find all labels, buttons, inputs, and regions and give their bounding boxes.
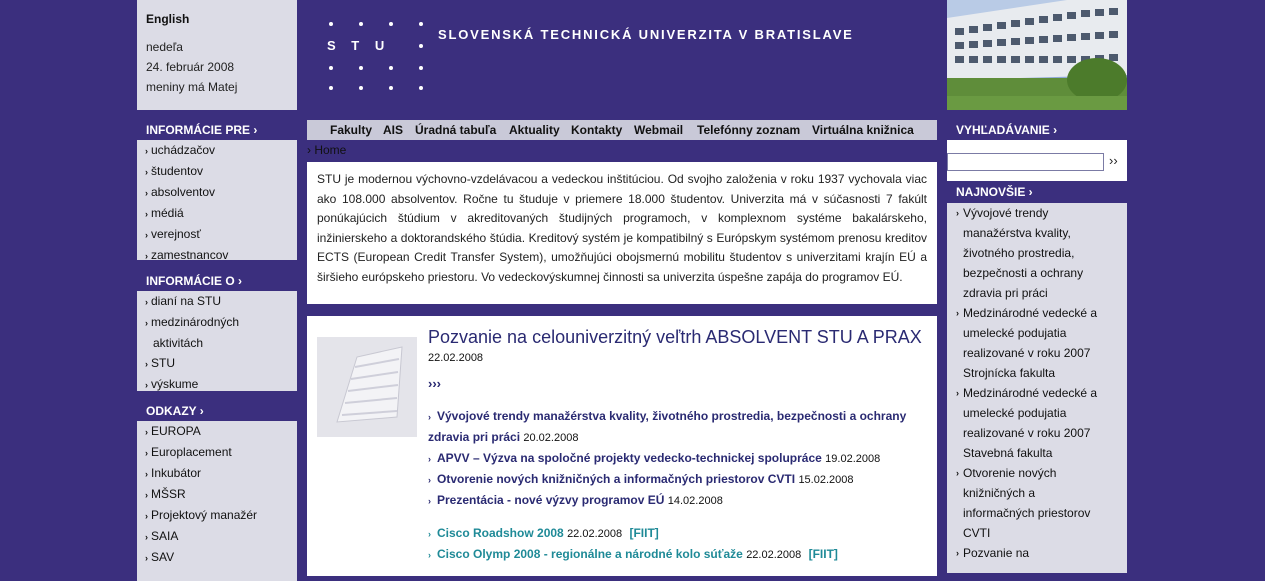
header-banner xyxy=(307,0,937,110)
chevron-right-icon: › xyxy=(428,496,431,506)
chevron-right-icon: › xyxy=(428,454,431,464)
fiit-news-item[interactable]: › Cisco Olymp 2008 - regionálne a národné kolo súťaže 22.02.2008 [FIIT] xyxy=(428,547,838,561)
list-item[interactable]: › SAV xyxy=(145,550,175,564)
latest-item[interactable]: › Pozvanie na xyxy=(947,543,1127,563)
fiit-tag[interactable]: [FIIT] xyxy=(629,526,659,540)
nameday: meniny má Matej xyxy=(146,80,238,94)
chevron-right-icon: › xyxy=(145,553,148,563)
latest-item[interactable]: › Medzinárodné vedecké a umelecké podujatia realizované v roku 2007 Stavebná fakulta xyxy=(947,383,1127,463)
chevron-right-icon: › xyxy=(956,548,959,558)
chevron-right-icon: › xyxy=(956,388,959,398)
info-for-list xyxy=(137,140,297,260)
latest-header: NAJNOVŠIE › xyxy=(947,181,1127,203)
latest-list xyxy=(947,203,1127,573)
list-item[interactable]: › medzinárodných xyxy=(145,315,240,329)
list-item[interactable]: › zamestnancov xyxy=(145,248,229,262)
day-name: nedeľa xyxy=(146,40,183,54)
chevron-right-icon: › xyxy=(145,427,148,437)
breadcrumb[interactable]: › Home xyxy=(307,143,347,157)
chevron-right-icon: › xyxy=(428,550,431,560)
current-date: 24. február 2008 xyxy=(146,60,235,74)
nav-kontakty[interactable]: Kontakty xyxy=(571,123,623,137)
logo-letters: S T U xyxy=(327,38,391,53)
list-item[interactable]: › MŠSR xyxy=(145,487,186,501)
chevron-right-icon: › xyxy=(428,412,431,422)
chevron-right-icon: › xyxy=(428,529,431,539)
list-item[interactable]: › SAIA xyxy=(145,529,179,543)
nav-virtualna-kniznica[interactable]: Virtuálna knižnica xyxy=(812,123,914,137)
chevron-right-icon: › xyxy=(145,318,148,328)
section-header-links[interactable]: ODKAZY › xyxy=(137,401,297,421)
news-item[interactable]: › Vývojové trendy manažérstva kvality, životného prostredia, bezpečnosti a ochrany zdravia pri práci 20.02.2008 xyxy=(428,409,907,444)
news-date: 22.02.2008 xyxy=(428,352,484,364)
list-item[interactable]: › verejnosť xyxy=(145,227,201,241)
list-item[interactable]: › študentov xyxy=(145,164,204,178)
main-nav xyxy=(307,120,937,140)
list-item[interactable]: › uchádzačov xyxy=(145,143,216,157)
read-more-link[interactable]: ››› xyxy=(428,376,441,391)
info-panel xyxy=(137,0,297,110)
section-header-info-about[interactable]: INFORMÁCIE O › xyxy=(137,271,297,291)
nav-fakulty[interactable]: Fakulty xyxy=(330,123,373,137)
list-item[interactable]: › EUROPA xyxy=(145,424,201,438)
chevron-right-icon: › xyxy=(145,230,148,240)
search-button[interactable]: ›› xyxy=(1109,153,1118,168)
news-item[interactable]: › APVV – Výzva na spoločné projekty vedecko-technickej spolupráce 19.02.2008 xyxy=(428,451,881,465)
chevron-right-icon: › xyxy=(145,167,148,177)
list-item[interactable]: › absolventov xyxy=(145,185,216,199)
date-info xyxy=(146,37,237,97)
intro-text: STU je modernou výchovno-vzdelávacou a vedeckou inštitúciou. Od svojho založenia v roku 1937 vychovala viac ako 108.000 absolventov. Ročne tu študuje v priemere 18.000 študentov. Univerzita má v súčasnosti 7 fakúlt ponúkajúcich štúdium v akreditovaných študijných programoch, v komplexnom systéme bakalárskeho, inžinierskeho a doktorandského štúdia. Kreditový systém je kompatibilný s Európskym systémom prenosu kreditov ECTS (European Credit Transfer System), umožňujúci obojsmernú mobilitu študentov s univerzitami krajín EÚ a širšieho európskeho priestoru. Vo vedeckovýskumnej činnosti sa univerzita úspešne zapája do programov EÚ. xyxy=(307,162,937,304)
chevron-right-icon: › xyxy=(145,448,148,458)
nav-uradna-tabula[interactable]: Úradná tabuľa xyxy=(415,123,497,137)
latest-item[interactable]: › Otvorenie nových knižničných a informačných priestorov CVTI xyxy=(947,463,1127,543)
nav-telefonny-zoznam[interactable]: Telefónny zoznam xyxy=(697,123,801,137)
chevron-right-icon: › xyxy=(145,297,148,307)
university-title: SLOVENSKÁ TECHNICKÁ UNIVERZITA V BRATISLAVE xyxy=(438,27,854,42)
chevron-right-icon: › xyxy=(145,146,148,156)
search-header: VYHĽADÁVANIE › xyxy=(947,120,1127,140)
fiit-news-item[interactable]: › Cisco Roadshow 2008 22.02.2008 [FIIT] xyxy=(428,526,659,540)
chevron-right-icon: › xyxy=(145,380,148,390)
chevron-right-icon: › xyxy=(428,475,431,485)
search-box xyxy=(947,140,1127,181)
latest-item[interactable]: › Vývojové trendy manažérstva kvality, životného prostredia, bezpečnosti a ochrany zdravia pri práci xyxy=(947,203,1127,303)
chevron-right-icon: › xyxy=(956,468,959,478)
chevron-right-icon: › xyxy=(145,251,148,261)
list-item[interactable]: › médiá xyxy=(145,206,184,220)
building-photo xyxy=(947,0,1127,110)
nav-aktuality[interactable]: Aktuality xyxy=(509,123,560,137)
news-panel xyxy=(307,316,937,576)
chevron-right-icon: › xyxy=(145,490,148,500)
list-item[interactable]: aktivitách xyxy=(153,336,204,350)
list-item[interactable]: › Projektový manažér xyxy=(145,508,258,522)
list-item[interactable]: › výskume xyxy=(145,377,199,391)
info-about-list xyxy=(137,291,297,391)
fiit-tag[interactable]: [FIIT] xyxy=(808,547,838,561)
language-link[interactable]: English xyxy=(146,12,190,26)
chevron-right-icon: › xyxy=(145,511,148,521)
news-headline[interactable]: Pozvanie na celouniverzitný veľtrh ABSOLVENT STU A PRAX xyxy=(428,327,922,347)
chevron-right-icon: › xyxy=(956,308,959,318)
chevron-right-icon: › xyxy=(956,208,959,218)
chevron-right-icon: › xyxy=(145,209,148,219)
news-thumbnail[interactable] xyxy=(317,337,417,437)
chevron-right-icon: › xyxy=(145,469,148,479)
latest-item[interactable]: › Medzinárodné vedecké a umelecké podujatia realizované v roku 2007 Strojnícka fakulta xyxy=(947,303,1127,383)
search-input[interactable] xyxy=(947,153,1104,171)
chevron-right-icon: › xyxy=(145,532,148,542)
section-header-info-for[interactable]: INFORMÁCIE PRE › xyxy=(137,120,297,140)
nav-ais[interactable]: AIS xyxy=(383,123,404,137)
list-item[interactable]: › Inkubátor xyxy=(145,466,202,480)
list-item[interactable]: › dianí na STU xyxy=(145,294,222,308)
nav-webmail[interactable]: Webmail xyxy=(634,123,684,137)
list-item[interactable]: › Europlacement xyxy=(145,445,232,459)
list-item[interactable]: › STU xyxy=(145,356,175,370)
stu-logo-icon[interactable] xyxy=(327,16,427,96)
news-item[interactable]: › Otvorenie nových knižničných a informačných priestorov CVTI 15.02.2008 xyxy=(428,472,854,486)
chevron-right-icon: › xyxy=(145,188,148,198)
chevron-right-icon: › xyxy=(145,359,148,369)
news-item[interactable]: › Prezentácia - nové výzvy programov EÚ 14.02.2008 xyxy=(428,493,723,507)
links-list xyxy=(137,421,297,581)
